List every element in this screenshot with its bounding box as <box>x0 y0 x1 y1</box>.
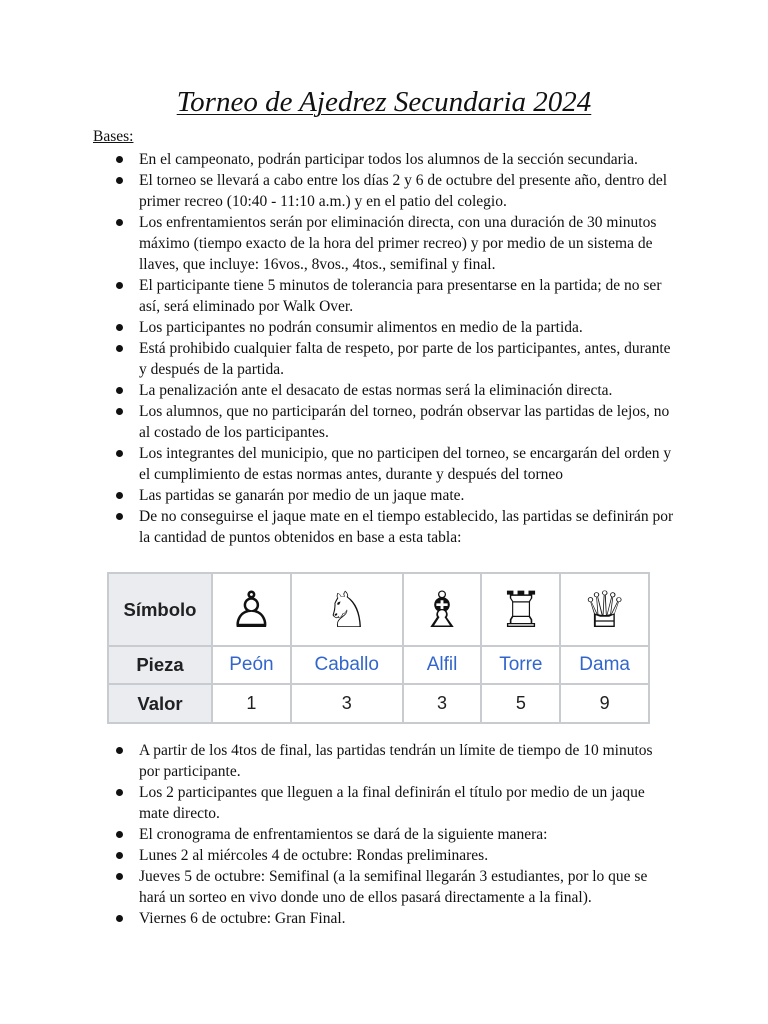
rule-text: Las partidas se ganarán por medio de un jaque mate. <box>139 487 465 504</box>
rule-item <box>114 149 674 170</box>
rule-item <box>114 317 674 338</box>
rule-item <box>114 380 674 401</box>
bullet-icon <box>116 873 123 880</box>
bullet-icon <box>116 450 123 457</box>
piece-symbol-cell <box>212 573 291 646</box>
rule-item <box>114 275 674 317</box>
rule-text: Los integrantes del municipio, que no participen del torneo, se encargarán del orden y el cumplimiento de estas normas antes, durante y después del torneo <box>139 445 672 483</box>
piece-value-cell: 9 <box>560 684 649 723</box>
bullet-icon <box>116 789 123 796</box>
value-row <box>108 684 649 723</box>
bullet-icon <box>116 345 123 352</box>
rule-text: Los enfrentamientos serán por eliminación directa, con una duración de 30 minutos máximo (tiempo exacto de la hora del primer recreo) y por medio de un sistema de llaves, que incluye: 16vos., 8vos., 4tos., semifinal y final. <box>139 214 657 273</box>
rule-text: Lunes 2 al miércoles 4 de octubre: Rondas preliminares. <box>139 847 489 864</box>
value-header: Valor <box>108 684 212 723</box>
rule-item <box>114 401 674 443</box>
piece-header: Pieza <box>108 646 212 684</box>
bullet-icon <box>116 831 123 838</box>
bullet-icon <box>116 915 123 922</box>
bullet-icon <box>116 408 123 415</box>
rule-item <box>114 824 674 845</box>
piece-value-cell: 3 <box>403 684 482 723</box>
piece-value-cell: 5 <box>481 684 560 723</box>
piece-symbol-cell <box>481 573 560 646</box>
rule-item <box>114 170 674 212</box>
rule-item <box>114 782 674 824</box>
rule-item <box>114 506 674 548</box>
rules-list-before-table <box>114 149 674 548</box>
rook-icon: ♖ <box>498 580 544 639</box>
piece-name-link[interactable]: Dama <box>560 646 649 684</box>
rule-item <box>114 845 674 866</box>
rule-text: Los 2 participantes que lleguen a la final definirán el título por medio de un jaque mate directo. <box>139 784 645 822</box>
rule-item <box>114 443 674 485</box>
section-label: Bases: <box>93 128 134 145</box>
bullet-icon <box>116 387 123 394</box>
bullet-icon <box>116 324 123 331</box>
rule-text: De no conseguirse el jaque mate en el tiempo establecido, las partidas se definirán por la cantidad de puntos obtenidos en base a esta tabla: <box>139 508 674 546</box>
piece-symbol-cell <box>560 573 649 646</box>
piece-row <box>108 646 649 684</box>
bishop-icon: ♗ <box>419 580 465 639</box>
bullet-icon <box>116 156 123 163</box>
queen-icon: ♕ <box>582 580 628 639</box>
rule-text: El torneo se llevará a cabo entre los días 2 y 6 de octubre del presente año, dentro del primer recreo (10:40 - 11:10 a.m.) y en el patio del colegio. <box>139 172 668 210</box>
bullet-icon <box>116 513 123 520</box>
piece-value-table <box>107 572 650 724</box>
rule-item <box>114 908 674 929</box>
rule-text: A partir de los 4tos de final, las partidas tendrán un límite de tiempo de 10 minutos por participante. <box>139 742 653 780</box>
piece-name-link[interactable]: Torre <box>481 646 560 684</box>
rule-item <box>114 212 674 275</box>
symbol-row <box>108 573 649 646</box>
piece-value-cell: 3 <box>291 684 403 723</box>
symbol-header: Símbolo <box>108 573 212 646</box>
rule-item <box>114 740 674 782</box>
bullet-icon <box>116 177 123 184</box>
bullet-icon <box>116 852 123 859</box>
page-title: Torneo de Ajedrez Secundaria 2024 <box>176 86 592 118</box>
rule-text: En el campeonato, podrán participar todos los alumnos de la sección secundaria. <box>139 151 638 168</box>
rule-item <box>114 866 674 908</box>
knight-icon: ♘ <box>324 580 370 639</box>
piece-name-link[interactable]: Caballo <box>291 646 403 684</box>
piece-name-link[interactable]: Alfil <box>403 646 482 684</box>
rule-text: El participante tiene 5 minutos de tolerancia para presentarse en la partida; de no ser así, será eliminado por Walk Over. <box>139 277 662 315</box>
bullet-icon <box>116 219 123 226</box>
rule-text: La penalización ante el desacato de estas normas será la eliminación directa. <box>139 382 613 399</box>
rule-text: El cronograma de enfrentamientos se dará de la siguiente manera: <box>139 826 548 843</box>
rules-list-after-table <box>114 740 674 929</box>
piece-name-link[interactable]: Peón <box>212 646 291 684</box>
rule-text: Los alumnos, que no participarán del torneo, podrán observar las partidas de lejos, no al costado de los participantes. <box>139 403 670 441</box>
bullet-icon <box>116 282 123 289</box>
piece-symbol-cell <box>403 573 482 646</box>
rule-text: Los participantes no podrán consumir alimentos en medio de la partida. <box>139 319 583 336</box>
bullet-icon <box>116 747 123 754</box>
rule-item <box>114 338 674 380</box>
rule-text: Jueves 5 de octubre: Semifinal (a la semifinal llegarán 3 estudiantes, por lo que se hará un sorteo en vivo donde uno de ellos pasará directamente a la final). <box>139 868 648 906</box>
pawn-icon: ♙ <box>228 580 274 639</box>
piece-value-cell: 1 <box>212 684 291 723</box>
rule-text: Viernes 6 de octubre: Gran Final. <box>139 910 346 927</box>
rule-item <box>114 485 674 506</box>
bullet-icon <box>116 492 123 499</box>
piece-symbol-cell <box>291 573 403 646</box>
rule-text: Está prohibido cualquier falta de respeto, por parte de los participantes, antes, durante y después de la partida. <box>139 340 671 378</box>
